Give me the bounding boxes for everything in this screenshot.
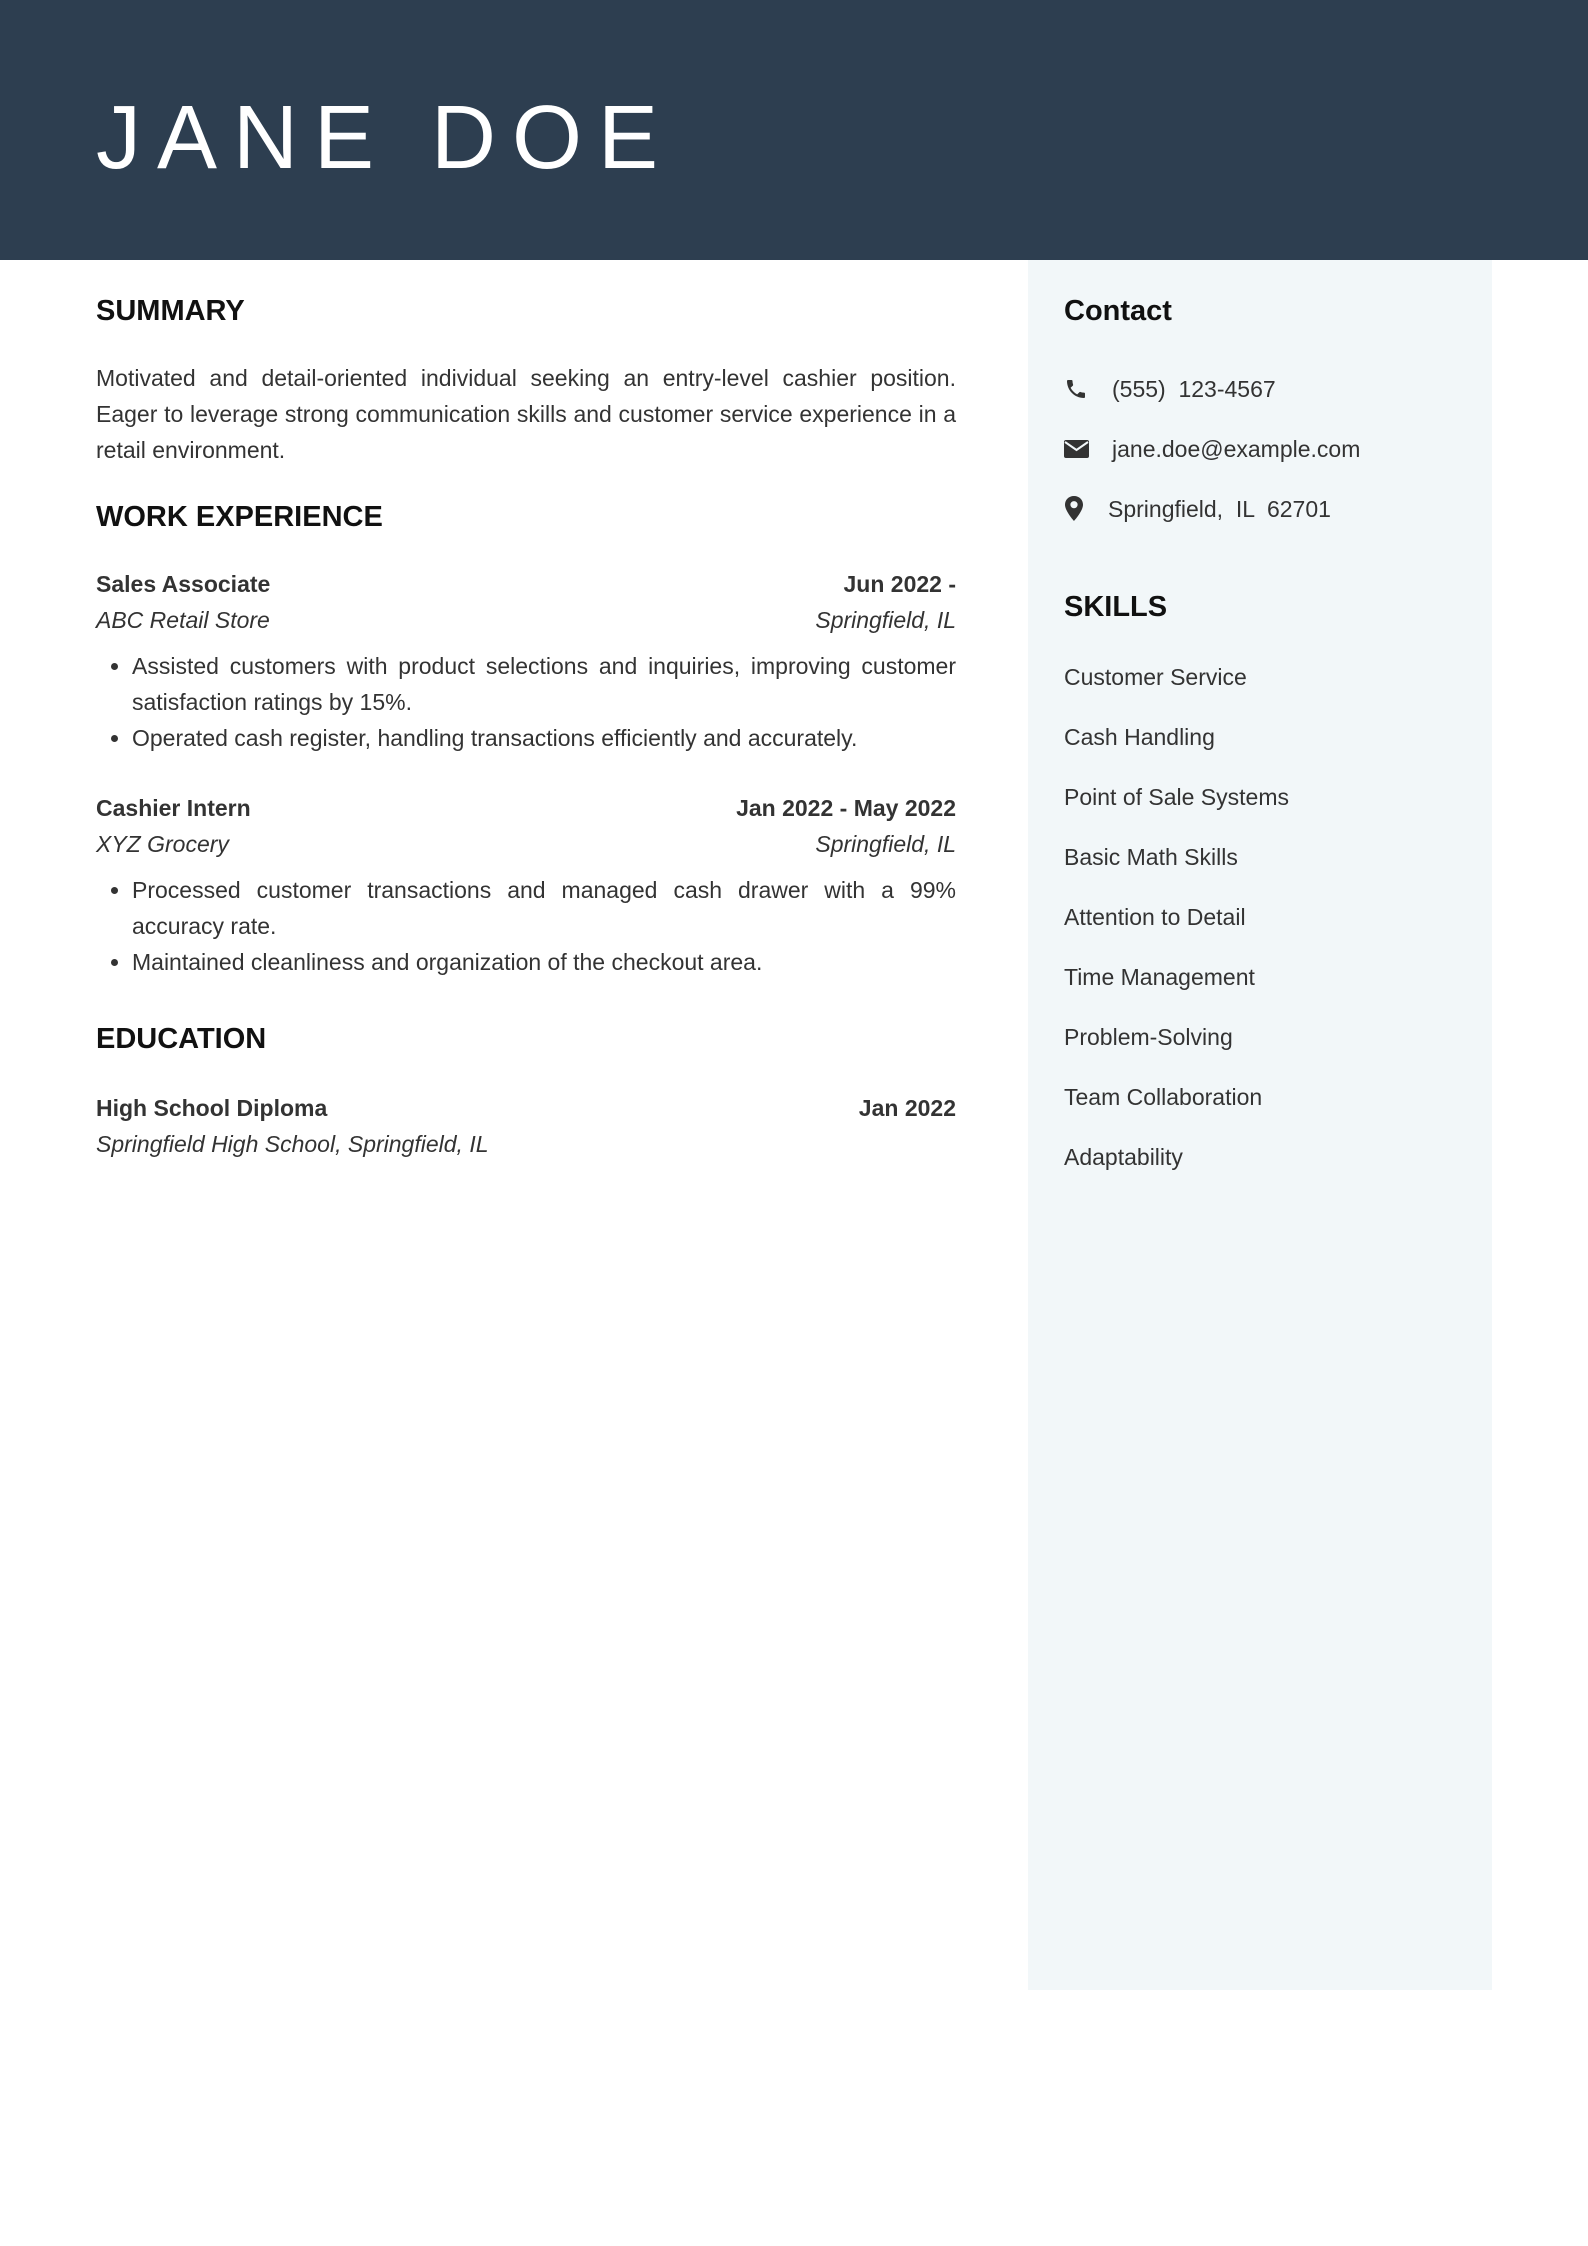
list-item: • Operated cash register, handling transactions efficiently and accurately. <box>132 720 956 756</box>
skill-item: Cash Handling <box>1064 724 1215 750</box>
job-dates: Jan 2022 - May 2022 <box>736 795 956 821</box>
skill-item: Time Management <box>1064 964 1255 990</box>
skill-item: Problem-Solving <box>1064 1024 1233 1050</box>
candidate-name: JANE DOE <box>96 88 675 188</box>
school: Springfield High School, Springfield, IL <box>96 1131 489 1157</box>
job-role: Sales Associate <box>96 571 271 597</box>
summary-heading: SUMMARY <box>96 295 245 327</box>
education-entry <box>96 1090 956 1162</box>
contact-location <box>1064 491 1331 527</box>
phone-number: (555) 123-4567 <box>1112 376 1276 402</box>
contact-phone <box>1064 371 1276 407</box>
job-location: Springfield, IL <box>815 831 956 857</box>
degree: High School Diploma <box>96 1095 328 1121</box>
skill-item: Point of Sale Systems <box>1064 784 1289 810</box>
job-location: Springfield, IL <box>815 607 956 633</box>
job-entry <box>96 790 956 980</box>
map-pin-icon <box>1064 495 1092 523</box>
summary-text: Motivated and detail-oriented individual seeking an entry-level cashier position. Eager to leverage strong communication skills and customer service experience in a retail environment. <box>96 365 956 463</box>
job-bullets <box>96 648 956 756</box>
email-address[interactable]: jane.doe@example.com <box>1112 436 1361 462</box>
job-bullets <box>96 872 956 980</box>
skill-item: Adaptability <box>1064 1144 1183 1170</box>
phone-icon <box>1064 375 1092 403</box>
education-date: Jan 2022 <box>858 1095 956 1121</box>
job-company: XYZ Grocery <box>96 831 229 857</box>
work-experience-heading: WORK EXPERIENCE <box>96 501 383 533</box>
envelope-icon <box>1064 435 1092 463</box>
job-entry <box>96 566 956 756</box>
location-text: Springfield, IL 62701 <box>1108 496 1331 522</box>
header-banner <box>0 0 1588 260</box>
skill-item: Customer Service <box>1064 664 1247 690</box>
list-item: • Maintained cleanliness and organization of the checkout area. <box>132 944 956 980</box>
job-role: Cashier Intern <box>96 795 251 821</box>
education-heading: EDUCATION <box>96 1023 267 1055</box>
skill-item: Attention to Detail <box>1064 904 1246 930</box>
contact-email <box>1064 431 1360 467</box>
sidebar <box>1028 260 1492 1990</box>
job-company: ABC Retail Store <box>96 607 270 633</box>
contact-heading: Contact <box>1064 295 1172 327</box>
skills-heading: SKILLS <box>1064 591 1168 623</box>
skill-item: Basic Math Skills <box>1064 844 1238 870</box>
skill-item: Team Collaboration <box>1064 1084 1263 1110</box>
list-item: • Processed customer transactions and managed cash drawer with a 99% accuracy rate. <box>132 872 956 944</box>
list-item: • Assisted customers with product selections and inquiries, improving customer satisfaction ratings by 15%. <box>132 648 956 720</box>
job-dates: Jun 2022 - <box>843 571 956 597</box>
